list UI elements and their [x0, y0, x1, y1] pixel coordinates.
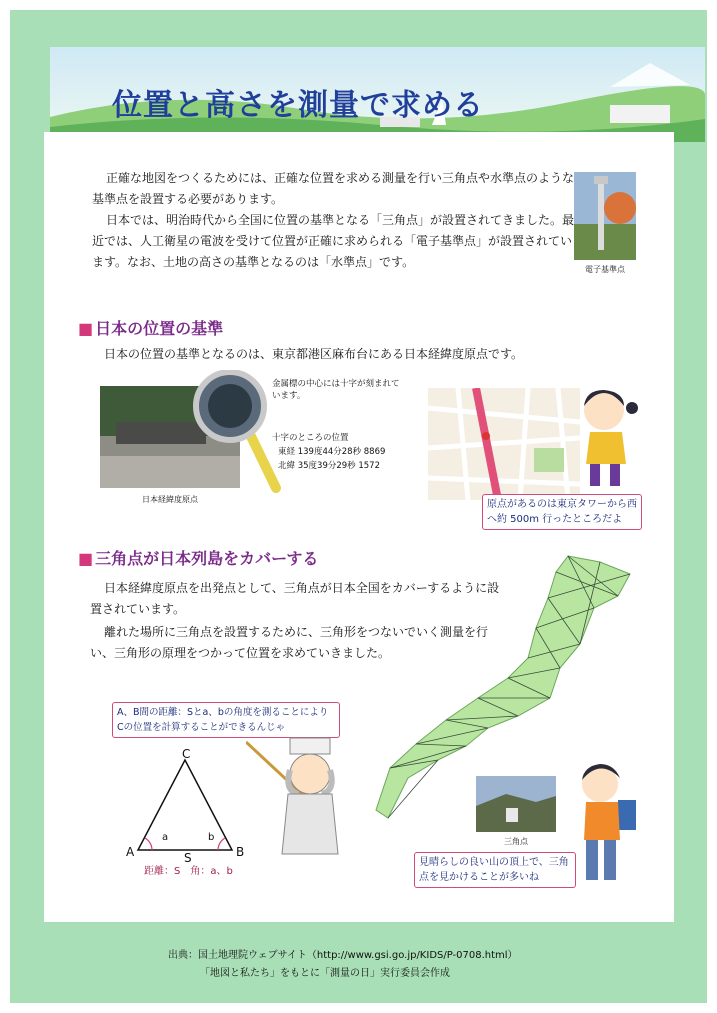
page-title: 位置と高さを測量で求める	[112, 88, 484, 123]
origin-bubble: 原点があるのは東京タワーから西へ約 500m 行ったところだよ	[482, 494, 642, 530]
triangle-diagram	[120, 746, 250, 866]
section1-heading-text: 日本の位置の基準	[95, 319, 224, 338]
angle-b: b	[208, 832, 215, 843]
cross-note: 金属標の中心には十字が刻まれています。	[272, 379, 400, 401]
coords-title: 十字のところの位置	[272, 433, 349, 443]
lat-value: 35度39分29秒 1572	[297, 461, 381, 471]
lon-value: 139度44分28秒 8869	[297, 447, 386, 457]
lon-label: 東経	[278, 447, 296, 457]
intro-line2: 日本では、明治時代から全国に位置の基準となる「三角点」が設置されてきました。最近では、人工衛星の電波を受けて位置が正確に求められる「電子基準点」が設置されています。なお、土地の高さの基準となるのは「水準点」です。	[92, 213, 575, 269]
coords-lon	[278, 446, 385, 458]
vertex-c: C	[182, 747, 191, 761]
electronic-station-photo	[574, 172, 636, 260]
hiker-character	[566, 760, 646, 890]
electronic-station-caption: 電子基準点	[585, 265, 625, 274]
triangulation-point-caption: 三角点	[504, 837, 528, 846]
intro-line1: 正確な地図をつくるためには、正確な位置を求める測量を行い三角点や水準点のような基準点を設置する必要があります。	[92, 171, 575, 206]
professor-character	[246, 730, 366, 860]
section2-heading: ■ 三角点が日本列島をカバーする	[78, 549, 319, 568]
side-s: S	[184, 851, 192, 865]
hiker-bubble: 見晴らしの良い山の頂上で、三角点を見かけることが多いね	[414, 852, 576, 888]
triangle-legend: 距離：S 角：a、b	[144, 866, 233, 877]
girl-character	[566, 382, 646, 492]
origin-caption: 日本経緯度原点	[142, 495, 198, 504]
section2-para1: 日本経緯度原点を出発点として、三角点が日本全国をカバーするように設置されています。	[90, 581, 500, 616]
section2-para2: 離れた場所に三角点を設置するために、三角形をつないでいく測量を行い、三角形の原理をつかって位置を求めていきました。	[90, 625, 489, 660]
vertex-b: B	[236, 845, 245, 859]
section1-heading: ■ 日本の位置の基準	[78, 319, 224, 338]
triangulation-point-photo	[476, 776, 556, 832]
section1-body: 日本の位置の基準となるのは、東京都港区麻布台にある日本経緯度原点です。	[104, 347, 524, 361]
professor-bubble: A、B間の距離：Sとa、bの角度を測ることによりCの位置を計算することができるんじゃ	[112, 702, 340, 738]
tokyo-map	[428, 388, 580, 500]
footer-credit: 「地図と私たち」をもとに「測量の日」実行委員会作成	[200, 968, 450, 979]
section2-heading-text: 三角点が日本列島をカバーする	[95, 549, 319, 568]
angle-a: a	[162, 832, 169, 843]
lat-label: 北緯	[278, 461, 296, 471]
vertex-a: A	[126, 845, 135, 859]
intro-text	[92, 168, 582, 273]
footer-source: 出典：国土地理院ウェブサイト（http://www.gsi.go.jp/KIDS/P-0708.html）	[168, 950, 518, 961]
coords-lat	[278, 460, 380, 472]
